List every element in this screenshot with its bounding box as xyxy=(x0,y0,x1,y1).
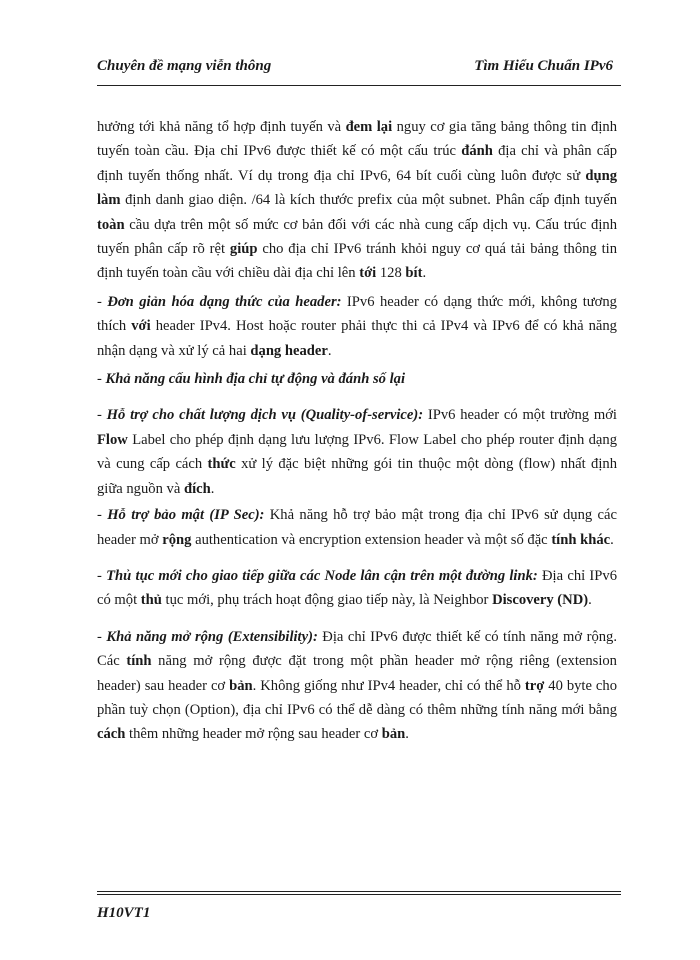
section-heading: Khả năng cấu hình địa chỉ tự động và đánh số lại xyxy=(105,371,406,388)
paragraph-qos: - Hỗ trợ cho chất lượng dịch vụ (Quality-of-service): IPv6 header có một trường mới Flow Label cho phép định dạng lưu lượng IPv6. Flow Label cho phép router định dạng và cung cấp cách thức xử lý đặc biệt những gói tin thuộc một dòng (flow) nhất định giữa nguồn và đích. xyxy=(97,407,617,497)
section-heading: Hỗ trợ cho chất lượng dịch vụ (Quality-of-service): xyxy=(106,407,424,424)
page-footer: H10VT1 xyxy=(97,905,151,921)
header-rule xyxy=(97,85,621,86)
document-body xyxy=(97,115,617,747)
paragraph-autoconfig: - Khả năng cấu hình địa chỉ tự động và đánh số lại xyxy=(97,371,406,388)
section-heading: Đơn giản hóa dạng thức của header: xyxy=(107,293,342,310)
paragraph-extensibility: - Khả năng mở rộng (Extensibility): Địa chỉ IPv6 được thiết kế có tính năng mở rộng. Các tính năng mở rộng được đặt trong một phần header mở rộng riêng (extension header) sau header cơ bản. Không giống như IPv4 header, chỉ có thể hỗ trợ 40 byte cho phần tuỳ chọn (Option), địa chỉ IPv6 có thể dễ dàng có thêm những tính năng mới bằng cách thêm những header mở rộng sau header cơ bản. xyxy=(97,628,618,743)
section-heading: Hỗ trợ bảo mật (IP Sec): xyxy=(107,507,265,524)
page-header xyxy=(97,58,613,84)
section-heading: Khả năng mở rộng (Extensibility): xyxy=(106,628,318,645)
footer-rule-bottom xyxy=(97,894,621,895)
paragraph-routing: hưởng tới khả năng tổ hợp định tuyến và đem lại nguy cơ gia tăng bảng thông tin định tuyến toàn cầu. Địa chỉ IPv6 được thiết kế có một cấu trúc đánh địa chỉ và phân cấp định tuyến thống nhất. Ví dụ trong địa chỉ IPv6, 64 bít cuối cùng luôn được sử dụng làm định danh giao diện. /64 là kích thước prefix của một subnet. Phân cấp định tuyến toàn cầu dựa trên một số mức cơ bản đối với các nhà cung cấp dịch vụ. Cấu trúc định tuyến phân cấp rõ rệt giúp cho địa chỉ IPv6 tránh khỏi nguy cơ quá tải bảng thông tin định tuyến toàn cầu với chiều dài địa chỉ lên tới 128 bít. xyxy=(97,119,617,282)
section-heading: Thủ tục mới cho giao tiếp giữa các Node lân cận trên một đường link: xyxy=(106,567,538,584)
paragraph-header-format: - Đơn giản hóa dạng thức của header: IPv6 header có dạng thức mới, không tương thích với header IPv4. Host hoặc router phải thực thi cả IPv4 và IPv6 để có khả năng nhận dạng và xử lý cả hai dạng header. xyxy=(97,293,617,359)
footer-rule-top xyxy=(97,891,621,892)
header-right-title: Tìm Hiểu Chuẩn IPv6 xyxy=(474,58,613,74)
header-left-title: Chuyên đề mạng viễn thông xyxy=(97,58,272,74)
paragraph-neighbor-discovery: - Thủ tục mới cho giao tiếp giữa các Node lân cận trên một đường link: Địa chỉ IPv6 có một thủ tục mới, phụ trách hoạt động giao tiếp này, là Neighbor Discovery (ND). xyxy=(97,567,618,609)
paragraph-ipsec: - Hỗ trợ bảo mật (IP Sec): Khả năng hỗ trợ bảo mật trong địa chỉ IPv6 sử dụng các header mở rộng authentication và encryption extension header và một số đặc tính khác. xyxy=(97,507,617,548)
